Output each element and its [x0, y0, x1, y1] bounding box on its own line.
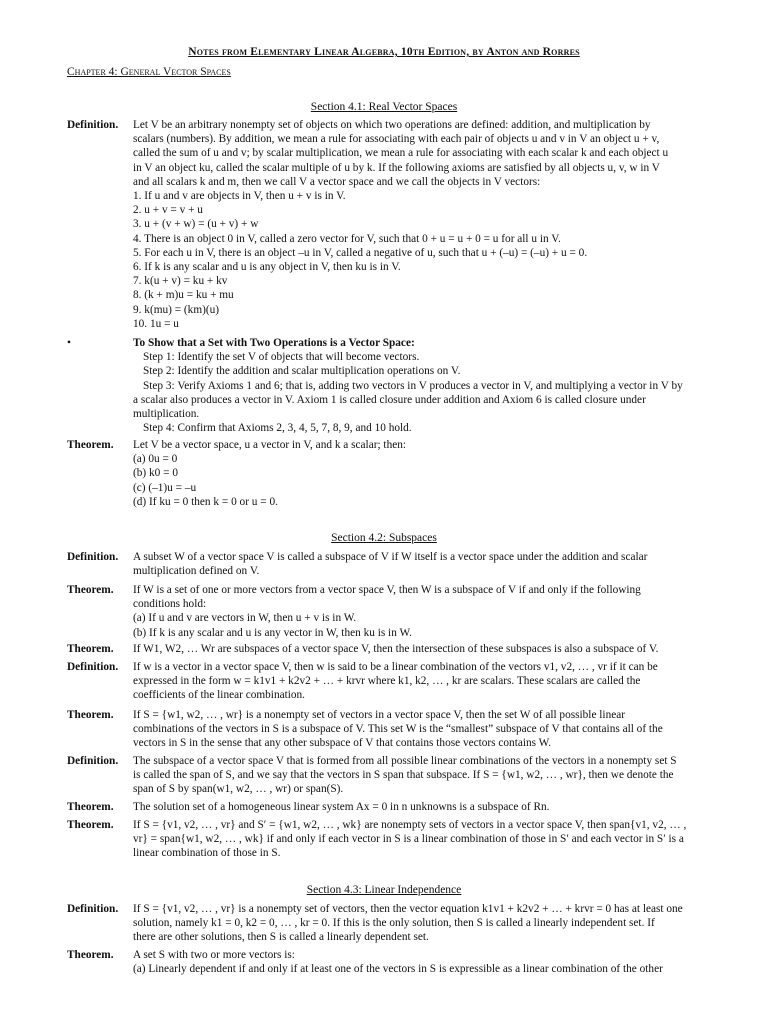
definition-entry: [67, 902, 742, 945]
s41-procedure: [67, 336, 742, 435]
text-line: (c) (–1)u = –u: [133, 481, 197, 494]
text-line: The solution set of a homogeneous linear system Ax = 0 in n unknowns is a subspace of Rn.: [133, 801, 550, 813]
entry-label: Theorem.: [67, 709, 114, 721]
entry-text: [133, 583, 742, 640]
entry-text: [133, 902, 742, 945]
text-line: 5. For each u in V, there is an object –u in V, called a negative of u, such that u + (–u) = (–u) + u = 0.: [133, 246, 588, 259]
text-line: coefficients of the linear combination.: [133, 689, 306, 702]
s41-theorem: [67, 438, 742, 509]
entry-label: Definition.: [67, 119, 119, 131]
theorem-text: [133, 438, 742, 509]
text-line: 3. u + (v + w) = (u + v) + w: [133, 218, 259, 231]
text-line: If w is a vector in a vector space V, then w is said to be a linear combination of the vectors v1, v2, … , vr if it can be: [133, 661, 658, 673]
entry-text: [133, 818, 742, 861]
text-line: Let V be an arbitrary nonempty set of objects on which two operations are defined: addition, and multiplication by: [133, 119, 651, 131]
text-line: 4. There is an object 0 in V, called a zero vector for V, such that 0 + u = u + 0 = u for all u in V.: [133, 232, 561, 245]
section-heading-4-1: Section 4.1: Real Vector Spaces: [310, 101, 458, 113]
text-line: If S = {v1, v2, … , vr} is a nonempty set of vectors, then the vector equation k1v1 + k2v2 + … + krvr = 0 has at least one: [133, 903, 683, 915]
text-line: multiplication defined on V.: [133, 565, 260, 578]
text-line: A set S with two or more vectors is:: [133, 949, 295, 961]
definition-entry: [67, 754, 742, 797]
document-title: Notes from Elementary Linear Algebra, 10th Edition, by Anton and Rorres: [188, 46, 580, 58]
text-line: Step 1: Identify the set V of objects that will become vectors.: [143, 351, 420, 364]
entry-text: [133, 948, 742, 976]
entry-label: Definition.: [67, 551, 119, 563]
text-line: vr} = span{w1, w2, … , wk} if and only if each vector in S is a linear combination of those in S′ and each vector in S′ is a: [133, 833, 684, 846]
text-line: combinations of the vectors in S is a subspace of V. This set W is the “smallest” subspace of V that contains all of the: [133, 723, 663, 736]
text-line: Let V be a vector space, u a vector in V, and k a scalar; then:: [133, 439, 407, 451]
text-line: multiplication.: [133, 408, 200, 421]
theorem-entry: [67, 708, 742, 751]
entry-label: Theorem.: [67, 819, 114, 831]
text-line: If W1, W2, … Wr are subspaces of a vector space V, then the intersection of these subspaces is also a subspace of V.: [133, 643, 659, 655]
text-line: 1. If u and v are objects in V, then u + v is in V.: [133, 190, 346, 203]
entry-label: Theorem.: [67, 439, 114, 451]
entry-label: Theorem.: [67, 584, 114, 596]
text-line: vectors in S in the sense that any other subspace of V that contains those vectors contains W.: [133, 737, 552, 750]
text-line: (b) k0 = 0: [133, 467, 178, 480]
definition-text: [133, 118, 742, 331]
text-line: a scalar also produces a vector in V. Axiom 1 is called closure under addition and Axiom 6 is called closure under: [133, 393, 646, 406]
text-line: (a) Linearly dependent if and only if at least one of the vectors in S is expressible as a linear combination of the other: [133, 963, 663, 976]
theorem-entry: [67, 948, 742, 976]
text-line: If S = {w1, w2, … , wr} is a nonempty set of vectors in a vector space V, then the set W of all possible linear: [133, 709, 626, 721]
text-line: linear combination of those in S.: [133, 847, 281, 860]
chapter-heading: Chapter 4: General Vector Spaces: [67, 66, 231, 78]
text-line: If W is a set of one or more vectors from a vector space V, then W is a subspace of V if and only if the following: [133, 584, 641, 596]
theorem-entry: [67, 583, 742, 640]
text-line: (a) 0u = 0: [133, 453, 178, 466]
procedure-steps: [133, 350, 742, 435]
definition-entry: [67, 660, 742, 703]
text-line: If S = {v1, v2, … , vr} and S′ = {w1, w2, … , wk} are nonempty sets of vectors in a vector space V, then span{v1, v2, … ,: [133, 819, 687, 831]
text-line: (d) If ku = 0 then k = 0 or u = 0.: [133, 495, 278, 508]
definition-entry: [67, 550, 742, 578]
theorem-entry: [67, 642, 742, 656]
theorem-entry: [67, 800, 742, 814]
entry-label: Definition.: [67, 755, 119, 767]
text-line: is called the span of S, and we say that the vectors in S span that subspace. If S = {w1, w2, … , wr}, then we denote the: [133, 769, 674, 782]
entry-text: [133, 754, 742, 797]
entry-label: Definition.: [67, 661, 119, 673]
section-heading-4-2: Section 4.2: Subspaces: [331, 532, 437, 544]
procedure-title: To Show that a Set with Two Operations is a Vector Space:: [133, 337, 415, 349]
section-heading-4-3: Section 4.3: Linear Independence: [306, 884, 462, 896]
entry-label: Theorem.: [67, 643, 114, 655]
text-line: 9. k(mu) = (km)(u): [133, 303, 220, 316]
bullet-marker: •: [67, 337, 71, 349]
entry-text: [133, 660, 742, 703]
text-line: solution, namely k1 = 0, k2 = 0, … , kr = 0. If this is the only solution, then S is called a linearly independent set. If: [133, 917, 655, 930]
text-line: 2. u + v = v + u: [133, 204, 203, 217]
entry-text: [133, 708, 742, 751]
theorem-entry: [67, 818, 742, 861]
text-line: Step 2: Identify the addition and scalar multiplication operations on V.: [143, 365, 461, 378]
s41-definition: [67, 118, 742, 331]
text-line: conditions hold:: [133, 598, 207, 611]
text-line: there are other solutions, then S is called a linearly dependent set.: [133, 931, 429, 944]
text-line: 7. k(u + v) = ku + kv: [133, 275, 228, 288]
text-line: and all scalars k and m, then we call V a vector space and we call the objects in V vectors:: [133, 175, 541, 188]
text-line: The subspace of a vector space V that is formed from all possible linear combinations of the vectors in a nonempty set S: [133, 755, 677, 767]
text-line: in V an object ku, called the scalar multiple of u by k. If the following axioms are satisfied by all objects u, v, w in V: [133, 161, 660, 174]
entry-text: [133, 800, 742, 814]
text-line: Step 4: Confirm that Axioms 2, 3, 4, 5, 7, 8, 9, and 10 hold.: [143, 422, 412, 435]
text-line: 10. 1u = u: [133, 317, 179, 330]
text-line: (a) If u and v are vectors in W, then u + v is in W.: [133, 612, 357, 625]
entry-label: Definition.: [67, 903, 119, 915]
entry-text: [133, 550, 742, 578]
text-line: (b) If k is any scalar and u is any vector in W, then ku is in W.: [133, 626, 412, 639]
entry-text: [133, 642, 742, 656]
text-line: Step 3: Verify Axioms 1 and 6; that is, adding two vectors in V produces a vector in V, and multiplying a vector in V by: [143, 379, 683, 392]
entry-label: Theorem.: [67, 801, 114, 813]
text-line: scalars (numbers). By addition, we mean a rule for associating with each pair of objects u and v in V an object u + v,: [133, 133, 660, 146]
text-line: 8. (k + m)u = ku + mu: [133, 289, 234, 302]
text-line: A subset W of a vector space V is called a subspace of V if W itself is a vector space under the addition and scalar: [133, 551, 648, 563]
text-line: span of S by span(w1, w2, … , wr) or span(S).: [133, 783, 344, 796]
text-line: 6. If k is any scalar and u is any object in V, then ku is in V.: [133, 261, 401, 274]
text-line: expressed in the form w = k1v1 + k2v2 + … + krvr where k1, k2, … , kr are scalars. These scalars are called the: [133, 675, 641, 688]
text-line: called the sum of u and v; by scalar multiplication, we mean a rule for associating with each scalar k and each object u: [133, 147, 669, 160]
entry-label: Theorem.: [67, 949, 114, 961]
